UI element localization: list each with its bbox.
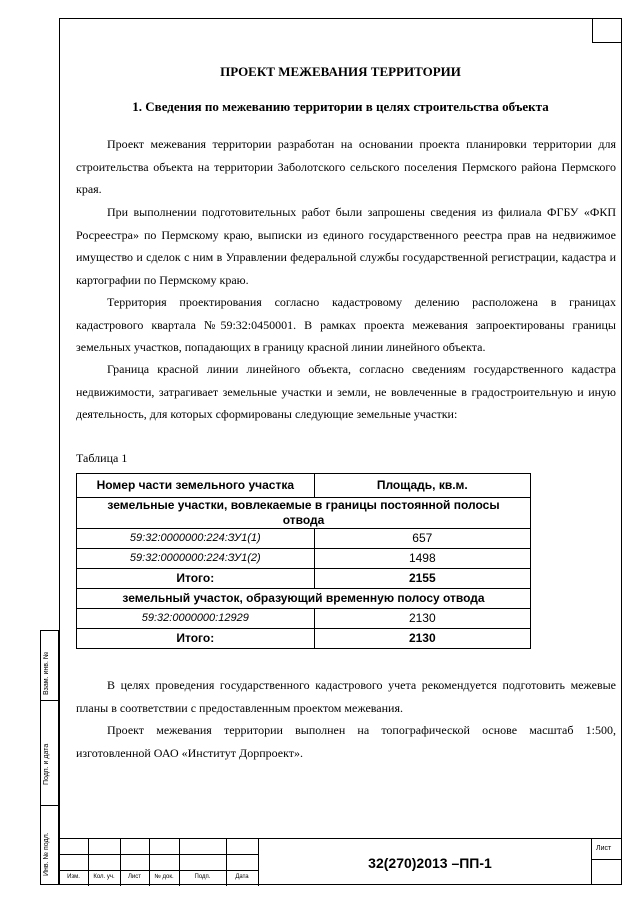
margin-cell-vzam (41, 631, 58, 701)
stamp-col-list: Лист (127, 874, 142, 880)
stamp-col-podp: Подп. (194, 874, 211, 880)
paragraph-1: Проект межевания территории разработан на основании проекта планировки территории для строительства объекта на территории Заболотского сельского поселения Пермского района Пермского края. (76, 137, 616, 196)
group2-title: земельный участок, образующий временную полосу отвода (77, 589, 531, 609)
total-row (77, 629, 531, 649)
document-number: 32(270)2013 –ПП-1 (368, 855, 492, 871)
margin-label-inv: Инв. № подл. (43, 832, 50, 876)
stamp-col-ndok: № док. (154, 874, 174, 880)
group1-title: земельные участки, вовлекаемые в границы постоянной полосы отвода (77, 498, 531, 529)
stamp-col-data: Дата (235, 874, 249, 880)
stamp-col-izm: Изм. (67, 874, 80, 880)
total-label: Итого: (77, 569, 315, 589)
section-title: 1. Сведения по межеванию территории в целях строительства объекта (132, 99, 549, 114)
sheet-label: Лист (596, 845, 612, 852)
parcel-area: 1498 (314, 549, 530, 569)
paragraph-6: Проект межевания территории выполнен на топографической основе масштаб 1:500, изготовленной ОАО «Институт Дорпроект». (76, 723, 616, 760)
total-row (77, 569, 531, 589)
parcel-id: 59:32:0000000:224:ЗУ1(2) (77, 549, 315, 569)
margin-cell-inv (41, 806, 58, 884)
stamp-col-kol: Кол. уч. (93, 874, 115, 880)
header-cell-area: Площадь, кв.м. (314, 474, 530, 498)
table-header-row (77, 474, 531, 498)
page-title: ПРОЕКТ МЕЖЕВАНИЯ ТЕРРИТОРИИ (220, 64, 461, 79)
group-title-row (77, 589, 531, 609)
table-caption: Таблица 1 (76, 451, 128, 465)
parcel-id: 59:32:0000000:224:ЗУ1(1) (77, 529, 315, 549)
paragraph-4: Граница красной линии линейного объекта, согласно сведениям государственного кадастра недвижимости, затрагивает земельные участки и земли, не вовлеченные в градостроительную и иную деятельность, для которых сформированы следующие земельные участки: (76, 362, 616, 421)
corner-sheet-box (592, 18, 622, 43)
margin-cell-podp (41, 701, 58, 806)
parcel-id: 59:32:0000000:12929 (77, 609, 315, 629)
table-row (77, 609, 531, 629)
paragraph-2: При выполнении подготовительных работ были запрошены сведения из филиала ФГБУ «ФКП Росреестра» по Пермскому краю, выписки из единого государственного реестра прав на недвижимое имущество и сделок с ним в Управлении федеральной службы государственной регистрации, кадастра и картографии по Пермскому краю. (76, 205, 616, 287)
margin-label-vzam: Взам. инв. № (43, 651, 50, 695)
total-value: 2130 (314, 629, 530, 649)
table-row (77, 549, 531, 569)
total-value: 2155 (314, 569, 530, 589)
parcel-area: 657 (314, 529, 530, 549)
parcel-area: 2130 (314, 609, 530, 629)
paragraph-3: Территория проектирования согласно кадастровому делению расположена в границах кадастрового квартала №59:32:0450001. В рамках проекта межевания запроектированы границы земельных участков, попадающих в границу красной линии линейного объекта. (76, 295, 616, 354)
parcels-table (76, 473, 531, 649)
margin-strip (40, 630, 59, 885)
header-cell-id: Номер части земельного участка (77, 474, 315, 498)
total-label: Итого: (77, 629, 315, 649)
group-title-row (77, 498, 531, 529)
table-row (77, 529, 531, 549)
margin-label-podp: Подп. и дата (43, 743, 50, 785)
paragraph-5: В целях проведения государственного кадастрового учета рекомендуется подготовить межевые планы в соответствии с предоставленным проектом межевания. (76, 678, 616, 715)
